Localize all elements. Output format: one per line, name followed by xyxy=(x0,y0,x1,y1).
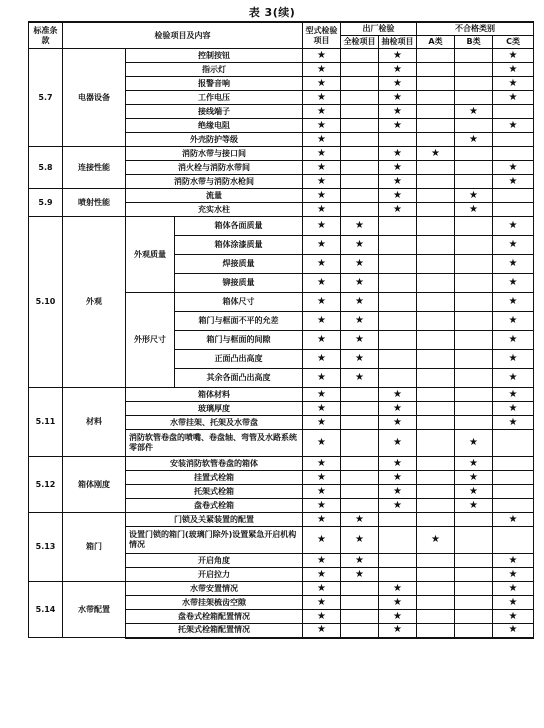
star-mark: ★ xyxy=(493,274,534,293)
item-name: 箱体涂漆质量 xyxy=(175,236,303,255)
mark-cell xyxy=(455,527,493,554)
mark-cell xyxy=(341,189,379,203)
star-mark: ★ xyxy=(379,430,417,457)
mark-cell xyxy=(417,430,455,457)
mark-cell xyxy=(379,274,417,293)
mark-cell xyxy=(341,147,379,161)
star-mark: ★ xyxy=(341,527,379,554)
item-name: 控制按钮 xyxy=(126,49,303,63)
star-mark: ★ xyxy=(303,77,341,91)
clause-number: 5.12 xyxy=(29,457,63,513)
mark-cell xyxy=(379,133,417,147)
star-mark: ★ xyxy=(303,369,341,388)
table-row xyxy=(29,582,534,596)
star-mark: ★ xyxy=(379,624,417,638)
mark-cell xyxy=(341,119,379,133)
star-mark: ★ xyxy=(455,203,493,217)
mark-cell xyxy=(417,133,455,147)
mark-cell xyxy=(417,312,455,331)
star-mark: ★ xyxy=(493,624,534,638)
category-name: 水带配置 xyxy=(63,582,126,638)
header-class-c: C类 xyxy=(493,36,534,49)
mark-cell xyxy=(379,255,417,274)
star-mark: ★ xyxy=(303,63,341,77)
star-mark: ★ xyxy=(493,416,534,430)
mark-cell xyxy=(341,624,379,638)
mark-cell xyxy=(455,175,493,189)
star-mark: ★ xyxy=(379,582,417,596)
mark-cell xyxy=(455,91,493,105)
clause-number: 5.8 xyxy=(29,147,63,189)
star-mark: ★ xyxy=(303,596,341,610)
mark-cell xyxy=(455,554,493,568)
star-mark: ★ xyxy=(379,388,417,402)
category-name: 外观 xyxy=(63,217,126,388)
mark-cell xyxy=(417,582,455,596)
mark-cell xyxy=(493,527,534,554)
mark-cell xyxy=(417,624,455,638)
mark-cell xyxy=(455,331,493,350)
star-mark: ★ xyxy=(379,49,417,63)
mark-cell xyxy=(493,203,534,217)
star-mark: ★ xyxy=(379,457,417,471)
mark-cell xyxy=(493,147,534,161)
star-mark: ★ xyxy=(303,430,341,457)
header-factory-inspection: 出厂检验 xyxy=(341,22,417,36)
item-name: 安装消防软管卷盘的箱体 xyxy=(126,457,303,471)
item-name: 水带挂架梳齿空隙 xyxy=(126,596,303,610)
mark-cell xyxy=(455,236,493,255)
mark-cell xyxy=(493,471,534,485)
mark-cell xyxy=(417,457,455,471)
category-name: 箱门 xyxy=(63,513,126,582)
mark-cell xyxy=(455,369,493,388)
star-mark: ★ xyxy=(493,175,534,189)
mark-cell xyxy=(341,175,379,189)
item-name: 充实水柱 xyxy=(126,203,303,217)
mark-cell xyxy=(417,49,455,63)
mark-cell xyxy=(417,350,455,369)
star-mark: ★ xyxy=(303,402,341,416)
mark-cell xyxy=(455,350,493,369)
star-mark: ★ xyxy=(303,471,341,485)
mark-cell xyxy=(341,596,379,610)
item-name: 水带安置情况 xyxy=(126,582,303,596)
star-mark: ★ xyxy=(303,457,341,471)
mark-cell xyxy=(455,416,493,430)
mark-cell xyxy=(417,119,455,133)
mark-cell xyxy=(341,416,379,430)
mark-cell xyxy=(455,77,493,91)
mark-cell xyxy=(341,105,379,119)
mark-cell xyxy=(379,293,417,312)
mark-cell xyxy=(455,610,493,624)
item-name: 挂置式栓箱 xyxy=(126,471,303,485)
star-mark: ★ xyxy=(303,293,341,312)
mark-cell xyxy=(455,513,493,527)
star-mark: ★ xyxy=(341,293,379,312)
star-mark: ★ xyxy=(493,293,534,312)
star-mark: ★ xyxy=(417,527,455,554)
header-type-test: 型式检验项目 xyxy=(303,22,341,49)
mark-cell xyxy=(417,189,455,203)
star-mark: ★ xyxy=(341,274,379,293)
star-mark: ★ xyxy=(303,388,341,402)
star-mark: ★ xyxy=(493,582,534,596)
clause-number: 5.11 xyxy=(29,388,63,457)
star-mark: ★ xyxy=(303,582,341,596)
mark-cell xyxy=(455,582,493,596)
item-name: 盘卷式栓箱配置情况 xyxy=(126,610,303,624)
star-mark: ★ xyxy=(303,175,341,189)
mark-cell xyxy=(341,402,379,416)
star-mark: ★ xyxy=(455,485,493,499)
mark-cell xyxy=(417,105,455,119)
item-name: 箱体尺寸 xyxy=(175,293,303,312)
item-name: 外壳防护等级 xyxy=(126,133,303,147)
item-name: 水带挂架、托架及水带盘 xyxy=(126,416,303,430)
mark-cell xyxy=(379,312,417,331)
mark-cell xyxy=(493,105,534,119)
mark-cell xyxy=(455,274,493,293)
mark-cell xyxy=(341,485,379,499)
mark-cell xyxy=(493,485,534,499)
mark-cell xyxy=(379,527,417,554)
mark-cell xyxy=(341,63,379,77)
mark-cell xyxy=(417,175,455,189)
mark-cell xyxy=(455,596,493,610)
mark-cell xyxy=(417,596,455,610)
mark-cell xyxy=(455,255,493,274)
mark-cell xyxy=(341,388,379,402)
star-mark: ★ xyxy=(493,402,534,416)
star-mark: ★ xyxy=(493,77,534,91)
star-mark: ★ xyxy=(493,388,534,402)
item-name: 盘卷式栓箱 xyxy=(126,499,303,513)
table-row xyxy=(29,388,534,402)
mark-cell xyxy=(379,217,417,236)
star-mark: ★ xyxy=(379,596,417,610)
item-name: 玻璃厚度 xyxy=(126,402,303,416)
star-mark: ★ xyxy=(303,485,341,499)
star-mark: ★ xyxy=(493,554,534,568)
header-standard-clause: 标准条款 xyxy=(29,22,63,49)
star-mark: ★ xyxy=(455,105,493,119)
mark-cell xyxy=(455,402,493,416)
star-mark: ★ xyxy=(379,485,417,499)
mark-cell xyxy=(417,610,455,624)
header-full-inspection: 全检项目 xyxy=(341,36,379,49)
star-mark: ★ xyxy=(379,175,417,189)
star-mark: ★ xyxy=(341,236,379,255)
item-name: 箱门与框面不平的允差 xyxy=(175,312,303,331)
star-mark: ★ xyxy=(493,91,534,105)
star-mark: ★ xyxy=(341,331,379,350)
mark-cell xyxy=(417,331,455,350)
star-mark: ★ xyxy=(493,350,534,369)
mark-cell xyxy=(417,203,455,217)
mark-cell xyxy=(417,274,455,293)
item-name: 焊接质量 xyxy=(175,255,303,274)
star-mark: ★ xyxy=(455,471,493,485)
star-mark: ★ xyxy=(455,430,493,457)
mark-cell xyxy=(417,236,455,255)
mark-cell xyxy=(455,568,493,582)
star-mark: ★ xyxy=(379,161,417,175)
item-name: 箱门与框面的间隙 xyxy=(175,331,303,350)
star-mark: ★ xyxy=(303,274,341,293)
mark-cell xyxy=(417,471,455,485)
category-name: 喷射性能 xyxy=(63,189,126,217)
mark-cell xyxy=(379,331,417,350)
item-name: 铆接质量 xyxy=(175,274,303,293)
mark-cell xyxy=(455,63,493,77)
star-mark: ★ xyxy=(455,457,493,471)
star-mark: ★ xyxy=(493,49,534,63)
table-row xyxy=(29,189,534,203)
star-mark: ★ xyxy=(303,610,341,624)
item-name: 箱体各面质量 xyxy=(175,217,303,236)
mark-cell xyxy=(417,388,455,402)
clause-number: 5.14 xyxy=(29,582,63,638)
table-row xyxy=(29,217,534,236)
table-row xyxy=(29,49,534,63)
item-name: 流量 xyxy=(126,189,303,203)
mark-cell xyxy=(379,236,417,255)
mark-cell xyxy=(341,91,379,105)
star-mark: ★ xyxy=(379,77,417,91)
star-mark: ★ xyxy=(379,119,417,133)
table-row xyxy=(29,147,534,161)
table-header xyxy=(29,22,534,49)
star-mark: ★ xyxy=(303,91,341,105)
mark-cell xyxy=(417,255,455,274)
star-mark: ★ xyxy=(303,527,341,554)
table-row xyxy=(29,457,534,471)
star-mark: ★ xyxy=(341,513,379,527)
star-mark: ★ xyxy=(341,217,379,236)
star-mark: ★ xyxy=(303,119,341,133)
mark-cell xyxy=(455,161,493,175)
star-mark: ★ xyxy=(379,63,417,77)
star-mark: ★ xyxy=(493,610,534,624)
item-name: 托架式栓箱配置情况 xyxy=(126,624,303,638)
star-mark: ★ xyxy=(493,255,534,274)
mark-cell xyxy=(417,402,455,416)
mark-cell xyxy=(379,350,417,369)
star-mark: ★ xyxy=(493,369,534,388)
table-caption: 表 3(续) xyxy=(248,6,296,19)
mark-cell xyxy=(417,369,455,388)
star-mark: ★ xyxy=(303,217,341,236)
item-name: 开启拉力 xyxy=(126,568,303,582)
star-mark: ★ xyxy=(379,105,417,119)
star-mark: ★ xyxy=(303,554,341,568)
star-mark: ★ xyxy=(303,49,341,63)
star-mark: ★ xyxy=(303,203,341,217)
star-mark: ★ xyxy=(493,513,534,527)
star-mark: ★ xyxy=(379,189,417,203)
item-name: 开启角度 xyxy=(126,554,303,568)
mark-cell xyxy=(455,119,493,133)
mark-cell xyxy=(417,416,455,430)
mark-cell xyxy=(341,582,379,596)
mark-cell xyxy=(455,388,493,402)
star-mark: ★ xyxy=(303,331,341,350)
star-mark: ★ xyxy=(379,416,417,430)
star-mark: ★ xyxy=(493,236,534,255)
category-name: 连接性能 xyxy=(63,147,126,189)
item-name: 绝缘电阻 xyxy=(126,119,303,133)
star-mark: ★ xyxy=(341,554,379,568)
star-mark: ★ xyxy=(455,499,493,513)
star-mark: ★ xyxy=(379,499,417,513)
star-mark: ★ xyxy=(493,312,534,331)
mark-cell xyxy=(455,312,493,331)
mark-cell xyxy=(341,203,379,217)
star-mark: ★ xyxy=(493,161,534,175)
star-mark: ★ xyxy=(341,312,379,331)
header-nonconformity-class: 不合格类别 xyxy=(417,22,534,36)
item-name: 报警音响 xyxy=(126,77,303,91)
mark-cell xyxy=(417,293,455,312)
subcategory-name: 外观质量 xyxy=(126,217,175,293)
star-mark: ★ xyxy=(303,161,341,175)
item-name: 指示灯 xyxy=(126,63,303,77)
mark-cell xyxy=(341,161,379,175)
mark-cell xyxy=(379,568,417,582)
header-inspection-item: 检验项目及内容 xyxy=(63,22,303,49)
mark-cell xyxy=(417,485,455,499)
mark-cell xyxy=(379,554,417,568)
mark-cell xyxy=(417,513,455,527)
mark-cell xyxy=(417,554,455,568)
star-mark: ★ xyxy=(379,471,417,485)
item-name: 消防软管卷盘的喷嘴、卷盘轴、弯管及水路系统零部件 xyxy=(126,430,303,457)
mark-cell xyxy=(493,189,534,203)
mark-cell xyxy=(417,568,455,582)
star-mark: ★ xyxy=(493,63,534,77)
mark-cell xyxy=(341,77,379,91)
header-class-b: B类 xyxy=(455,36,493,49)
inspection-table xyxy=(28,21,534,639)
clause-number: 5.13 xyxy=(29,513,63,582)
mark-cell xyxy=(455,49,493,63)
mark-cell xyxy=(379,369,417,388)
item-name: 消防水带与接口间 xyxy=(126,147,303,161)
star-mark: ★ xyxy=(303,133,341,147)
mark-cell xyxy=(417,63,455,77)
item-name: 门锁及关紧装置的配置 xyxy=(126,513,303,527)
item-name: 其余各面凸出高度 xyxy=(175,369,303,388)
star-mark: ★ xyxy=(303,189,341,203)
mark-cell xyxy=(493,430,534,457)
header-sample-inspection: 抽检项目 xyxy=(379,36,417,49)
star-mark: ★ xyxy=(303,255,341,274)
category-name: 箱体刚度 xyxy=(63,457,126,513)
clause-number: 5.10 xyxy=(29,217,63,388)
star-mark: ★ xyxy=(303,499,341,513)
mark-cell xyxy=(341,49,379,63)
star-mark: ★ xyxy=(341,568,379,582)
item-name: 消火栓与消防水带间 xyxy=(126,161,303,175)
mark-cell xyxy=(341,471,379,485)
mark-cell xyxy=(493,133,534,147)
star-mark: ★ xyxy=(493,331,534,350)
star-mark: ★ xyxy=(493,217,534,236)
star-mark: ★ xyxy=(493,568,534,582)
item-name: 设置门锁的箱门(玻璃门除外)设置紧急开启机构情况 xyxy=(126,527,303,554)
mark-cell xyxy=(417,499,455,513)
star-mark: ★ xyxy=(379,610,417,624)
star-mark: ★ xyxy=(379,147,417,161)
table-body xyxy=(29,49,534,638)
star-mark: ★ xyxy=(379,402,417,416)
star-mark: ★ xyxy=(341,369,379,388)
star-mark: ★ xyxy=(303,147,341,161)
star-mark: ★ xyxy=(303,350,341,369)
category-name: 材料 xyxy=(63,388,126,457)
mark-cell xyxy=(455,293,493,312)
item-name: 接线端子 xyxy=(126,105,303,119)
star-mark: ★ xyxy=(303,416,341,430)
item-name: 正面凸出高度 xyxy=(175,350,303,369)
star-mark: ★ xyxy=(455,189,493,203)
mark-cell xyxy=(341,610,379,624)
star-mark: ★ xyxy=(303,236,341,255)
star-mark: ★ xyxy=(493,596,534,610)
star-mark: ★ xyxy=(341,350,379,369)
clause-number: 5.9 xyxy=(29,189,63,217)
star-mark: ★ xyxy=(303,624,341,638)
mark-cell xyxy=(493,457,534,471)
item-name: 箱体材料 xyxy=(126,388,303,402)
mark-cell xyxy=(341,457,379,471)
star-mark: ★ xyxy=(303,513,341,527)
mark-cell xyxy=(417,77,455,91)
mark-cell xyxy=(341,133,379,147)
mark-cell xyxy=(341,430,379,457)
star-mark: ★ xyxy=(303,568,341,582)
clause-number: 5.7 xyxy=(29,49,63,147)
star-mark: ★ xyxy=(455,133,493,147)
star-mark: ★ xyxy=(303,312,341,331)
mark-cell xyxy=(341,499,379,513)
mark-cell xyxy=(455,624,493,638)
star-mark: ★ xyxy=(303,105,341,119)
star-mark: ★ xyxy=(379,91,417,105)
item-name: 托架式栓箱 xyxy=(126,485,303,499)
mark-cell xyxy=(493,499,534,513)
table-row xyxy=(29,513,534,527)
item-name: 消防水带与消防水枪间 xyxy=(126,175,303,189)
subcategory-name: 外形尺寸 xyxy=(126,293,175,388)
star-mark: ★ xyxy=(379,203,417,217)
mark-cell xyxy=(417,91,455,105)
item-name: 工作电压 xyxy=(126,91,303,105)
mark-cell xyxy=(417,161,455,175)
mark-cell xyxy=(417,217,455,236)
star-mark: ★ xyxy=(341,255,379,274)
mark-cell xyxy=(379,513,417,527)
header-class-a: A类 xyxy=(417,36,455,49)
mark-cell xyxy=(455,147,493,161)
category-name: 电器设备 xyxy=(63,49,126,147)
star-mark: ★ xyxy=(417,147,455,161)
mark-cell xyxy=(455,217,493,236)
star-mark: ★ xyxy=(493,119,534,133)
